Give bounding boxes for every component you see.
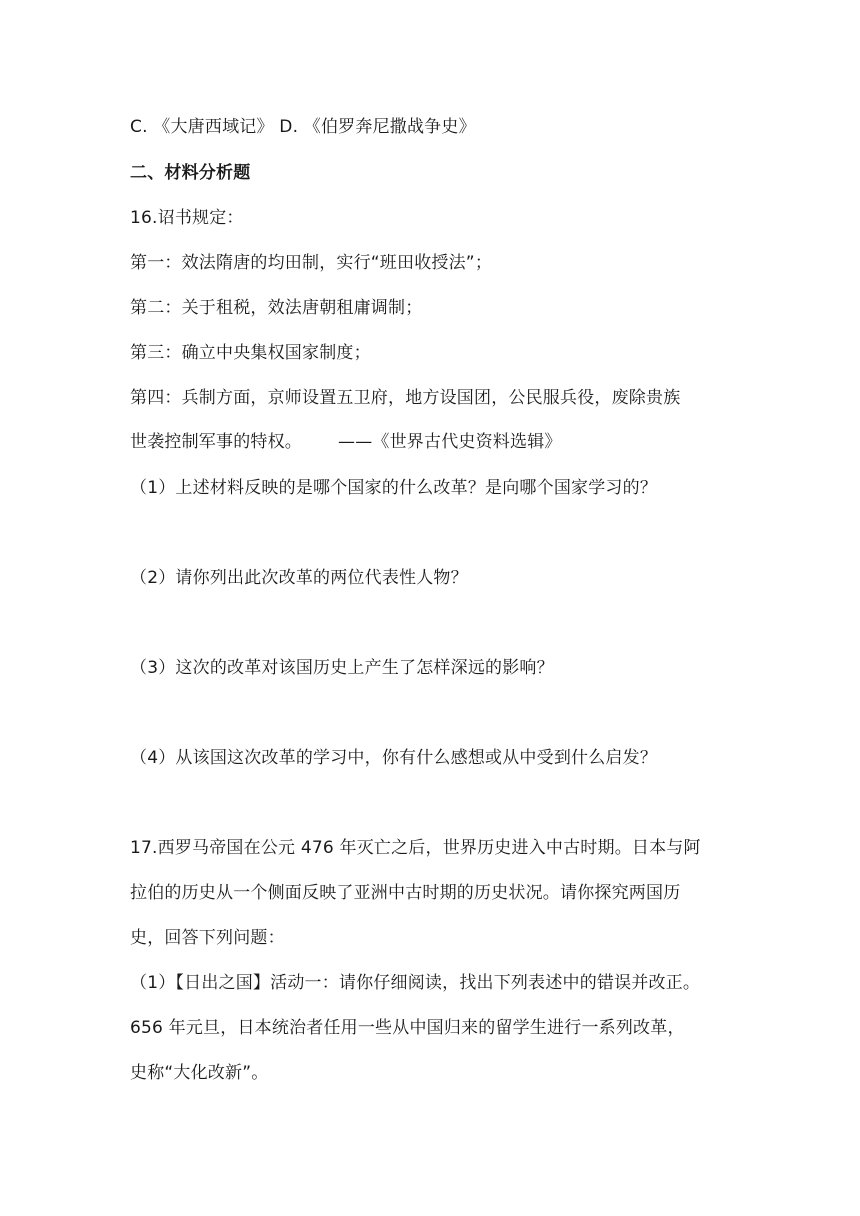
q16-sub-question-1: （1）上述材料反映的是哪个国家的什么改革？是向哪个国家学习的？ xyxy=(130,478,658,498)
q17-line-3: 史，回答下列问题： xyxy=(130,928,285,948)
q16-sub-question-4: （4）从该国这次改革的学习中，你有什么感想或从中受到什么启发？ xyxy=(130,748,658,768)
q16-item-4: 第四：兵制方面，京师设置五卫府，地方设国团，公民服兵役，废除贵族 xyxy=(130,388,681,408)
q16-item-2: 第二：关于租税，效法唐朝租庸调制； xyxy=(130,298,423,318)
options-line: C. 《大唐西域记》 D. 《伯罗奔尼撒战争史》 xyxy=(130,117,476,137)
q16-intro: 16.诏书规定： xyxy=(130,208,244,228)
q16-item-4-cont-text: 世袭控制军事的特权。 xyxy=(130,432,302,452)
section-title: 二、材料分析题 xyxy=(130,163,251,183)
q16-item-4-continuation xyxy=(130,431,750,453)
q17-line-2: 拉伯的历史从一个侧面反映了亚洲中古时期的历史状况。请你探究两国历 xyxy=(130,883,681,903)
q16-source: ——《世界古代史资料选辑》 xyxy=(338,432,562,452)
q16-sub-question-3: （3）这次的改革对该国历史上产生了怎样深远的影响？ xyxy=(130,658,554,678)
q16-sub-question-2: （2）请你列出此次改革的两位代表性人物？ xyxy=(130,568,468,588)
q17-line-1: 17.西罗马帝国在公元 476 年灭亡之后，世界历史进入中古时期。日本与阿 xyxy=(130,838,701,858)
q17-activity-1: （1）【日出之国】活动一：请你仔细阅读，找出下列表述中的错误并改正。 xyxy=(130,973,701,993)
q17-statement-line-2: 史称“大化改新”。 xyxy=(130,1063,269,1083)
q16-item-3: 第三：确立中央集权国家制度； xyxy=(130,343,371,363)
q17-statement-line-1: 656 年元旦，日本统治者任用一些从中国归来的留学生进行一系列改革， xyxy=(130,1018,685,1038)
q16-item-1: 第一：效法隋唐的均田制，实行“班田收授法”； xyxy=(130,253,493,273)
